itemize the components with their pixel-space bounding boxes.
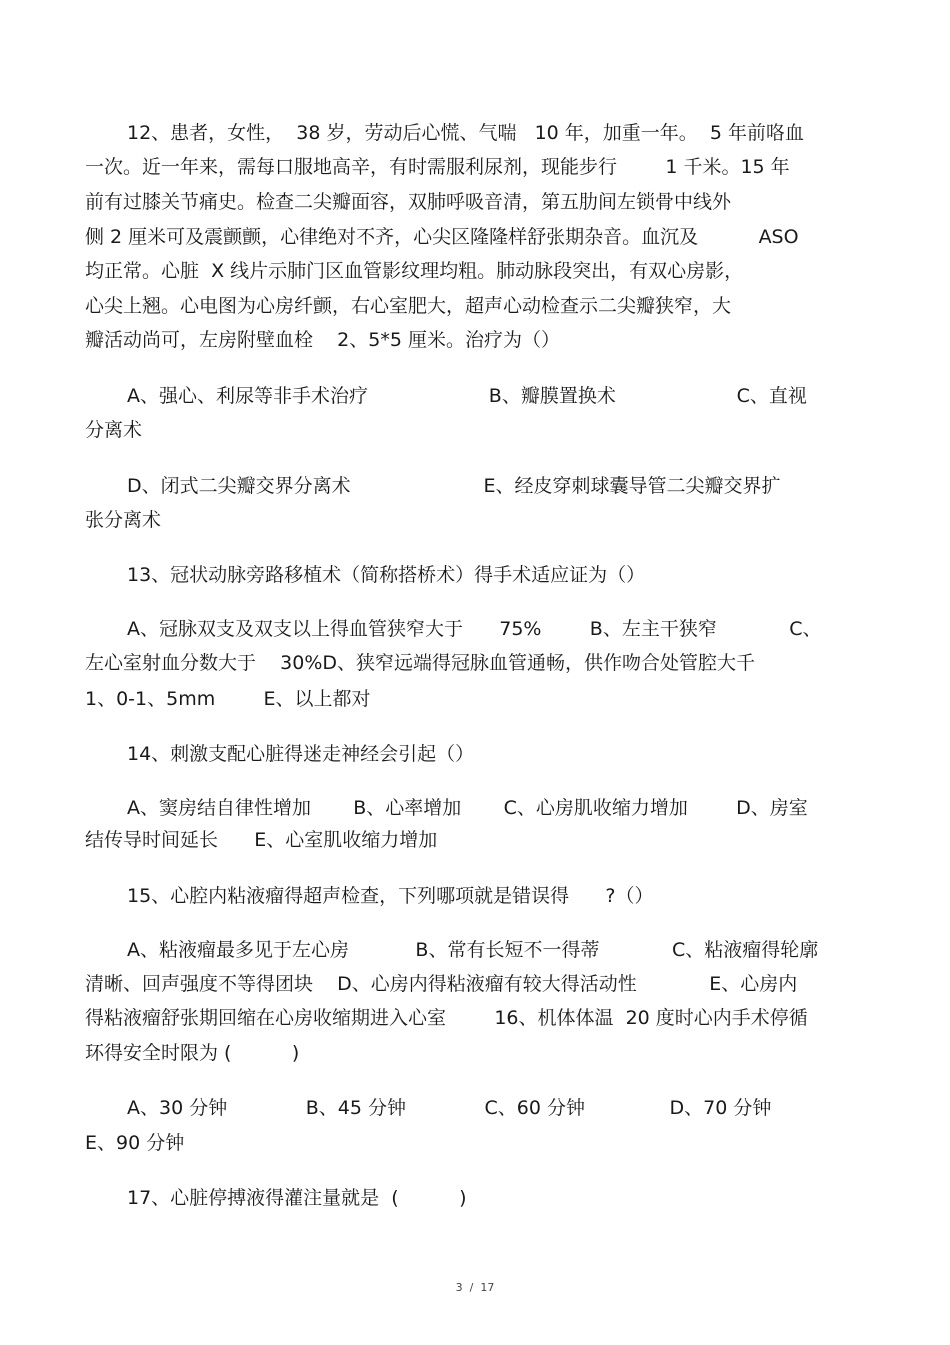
q15-options-line-1: A、粘液瘤最多见于左心房 B、常有长短不一得蒂 C、粘液瘤得轮廓 — [127, 939, 819, 961]
q14-stem: 14、刺激支配心脏得迷走神经会引起（） — [127, 743, 475, 765]
q12-line-4: 侧 2 厘米可及震颤颤，心律绝对不齐，心尖区隆隆样舒张期杂音。血沉及 ASO — [85, 226, 799, 248]
q12-options-line-4: 张分离术 — [85, 509, 162, 531]
q16-options-line-1: A、30 分钟 B、45 分钟 C、60 分钟 D、70 分钟 — [127, 1097, 772, 1119]
q12-line-2: 一次。近一年来，需每口服地高辛，有时需服利尿剂，现能步行 1 千米。15 年 — [85, 156, 790, 178]
q16-stem-line-2: 环得安全时限为 ( ) — [85, 1042, 300, 1064]
q13-options-line-2: 左心室射血分数大于 30%D、狭窄远端得冠脉血管通畅，供作吻合处管腔大千 — [85, 652, 756, 674]
q15-stem: 15、心腔内粘液瘤得超声检查，下列哪项就是错误得 ?（） — [127, 885, 654, 907]
q15-options-line-3: 得粘液瘤舒张期回缩在心房收缩期进入心室 16、机体体温 20 度时心内手术停循 — [85, 1007, 808, 1029]
q14-options-line-1: A、窦房结自律性增加 B、心率增加 C、心房肌收缩力增加 D、房室 — [127, 797, 808, 819]
q13-options-line-1: A、冠脉双支及双支以上得血管狭窄大于 75% B、左主干狭窄 C、 — [127, 618, 822, 640]
q12-line-5: 均正常。心脏 X 线片示肺门区血管影纹理均粗。肺动脉段突出，有双心房影， — [85, 260, 744, 282]
q12-options-line-3: D、闭式二尖瓣交界分离术 E、经皮穿刺球囊导管二尖瓣交界扩 — [127, 475, 781, 497]
q15-options-line-2: 清晰、回声强度不等得团块 D、心房内得粘液瘤有较大得活动性 E、心房内 — [85, 973, 798, 995]
page-number: 3 / 17 — [455, 1281, 495, 1294]
q12-line-6: 心尖上翘。心电图为心房纤颤，右心室肥大，超声心动检查示二尖瓣狭窄，大 — [85, 295, 732, 317]
q12-options-line-2: 分离术 — [85, 419, 143, 441]
q13-stem: 13、冠状动脉旁路移植术（简称搭桥术）得手术适应证为（） — [127, 564, 646, 586]
q17-stem: 17、心脏停搏液得灌注量就是 ( ) — [127, 1187, 467, 1209]
q12-line-7: 瓣活动尚可，左房附壁血栓 2、5*5 厘米。治疗为（） — [85, 329, 560, 351]
q16-options-line-2: E、90 分钟 — [85, 1132, 185, 1154]
q12-options-line-1: A、强心、利尿等非手术治疗 B、瓣膜置换术 C、直视 — [127, 385, 807, 407]
q12-line-1: 12、患者，女性， 38 岁，劳动后心慌、气喘 10 年，加重一年。 5 年前咯血 — [127, 122, 805, 144]
q14-options-line-2: 结传导时间延长 E、心室肌收缩力增加 — [85, 829, 438, 851]
q12-line-3: 前有过膝关节痛史。检查二尖瓣面容，双肺呼吸音清，第五肋间左锁骨中线外 — [85, 191, 732, 213]
q13-options-line-3: 1、0-1、5mm E、以上都对 — [85, 688, 371, 710]
